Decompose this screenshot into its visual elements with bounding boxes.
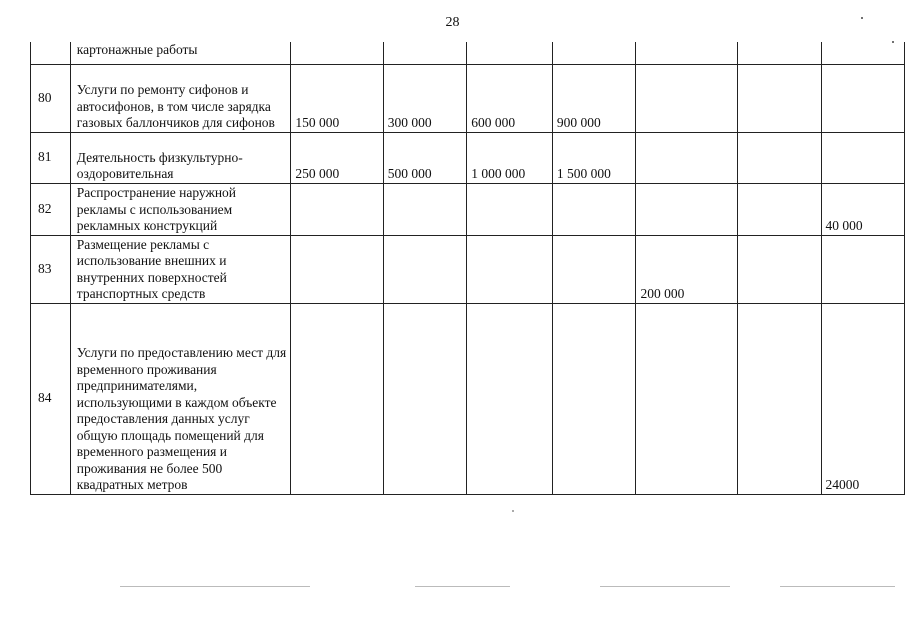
value-cell: 600 000 xyxy=(467,64,553,132)
value-cell xyxy=(821,132,904,183)
value-cell xyxy=(467,42,553,64)
service-name: Деятельность физкультурно-оздоровительная xyxy=(70,132,291,183)
table-row xyxy=(31,183,905,235)
value-cell xyxy=(636,132,737,183)
service-name: Распространение наружной рекламы с использованием рекламных конструкций xyxy=(70,183,291,235)
value-cell xyxy=(467,183,553,235)
value-cell: 900 000 xyxy=(552,64,636,132)
value-cell xyxy=(291,42,383,64)
value-cell xyxy=(821,235,904,303)
value-cell xyxy=(821,42,904,64)
value-cell xyxy=(291,303,383,494)
row-number: 82 xyxy=(31,183,71,235)
table-row xyxy=(31,42,905,64)
scan-speck xyxy=(861,17,863,19)
value-cell xyxy=(737,183,821,235)
value-cell xyxy=(636,303,737,494)
value-cell xyxy=(552,42,636,64)
scan-speck xyxy=(892,41,894,43)
service-name: Размещение рекламы с использование внешних и внутренних поверхностей транспортных средств xyxy=(70,235,291,303)
table-row xyxy=(31,132,905,183)
value-cell xyxy=(737,235,821,303)
table-row xyxy=(31,64,905,132)
value-cell xyxy=(552,183,636,235)
row-number: 83 xyxy=(31,235,71,303)
value-cell: 150 000 xyxy=(291,64,383,132)
value-cell xyxy=(383,235,467,303)
value-cell: 1 000 000 xyxy=(467,132,553,183)
row-number xyxy=(31,42,71,64)
tariff-table xyxy=(30,42,905,495)
value-cell: 200 000 xyxy=(636,235,737,303)
table-row xyxy=(31,235,905,303)
scan-line xyxy=(120,586,310,587)
scan-line xyxy=(415,586,510,587)
value-cell xyxy=(383,303,467,494)
service-name: Услуги по ремонту сифонов и автосифонов, в том числе зарядка газовых баллончиков для сифонов xyxy=(70,64,291,132)
value-cell xyxy=(737,132,821,183)
value-cell xyxy=(821,64,904,132)
value-cell xyxy=(636,183,737,235)
value-cell: 250 000 xyxy=(291,132,383,183)
value-cell xyxy=(737,42,821,64)
row-number: 80 xyxy=(31,64,71,132)
page-number: 28 xyxy=(445,15,460,30)
value-cell xyxy=(383,183,467,235)
value-cell xyxy=(291,183,383,235)
value-cell xyxy=(737,303,821,494)
value-cell xyxy=(291,235,383,303)
value-cell xyxy=(467,235,553,303)
value-cell xyxy=(552,235,636,303)
row-number: 81 xyxy=(31,132,71,183)
value-cell xyxy=(636,64,737,132)
table-row xyxy=(31,303,905,494)
service-name: картонажные работы xyxy=(70,42,291,64)
value-cell xyxy=(552,303,636,494)
value-cell: 1 500 000 xyxy=(552,132,636,183)
service-name: Услуги по предоставлению мест для временного проживания предпринимателями, использующими в каждом объекте предоставления данных услуг общую площадь помещений для временного размещения и проживания не более 500 квадратных метров xyxy=(70,303,291,494)
scan-line xyxy=(780,586,895,587)
scan-speck xyxy=(512,510,514,512)
value-cell: 24000 xyxy=(821,303,904,494)
value-cell: 300 000 xyxy=(383,64,467,132)
scan-line xyxy=(600,586,730,587)
value-cell xyxy=(467,303,553,494)
row-number: 84 xyxy=(31,303,71,494)
value-cell xyxy=(737,64,821,132)
value-cell xyxy=(636,42,737,64)
value-cell: 500 000 xyxy=(383,132,467,183)
value-cell: 40 000 xyxy=(821,183,904,235)
value-cell xyxy=(383,42,467,64)
